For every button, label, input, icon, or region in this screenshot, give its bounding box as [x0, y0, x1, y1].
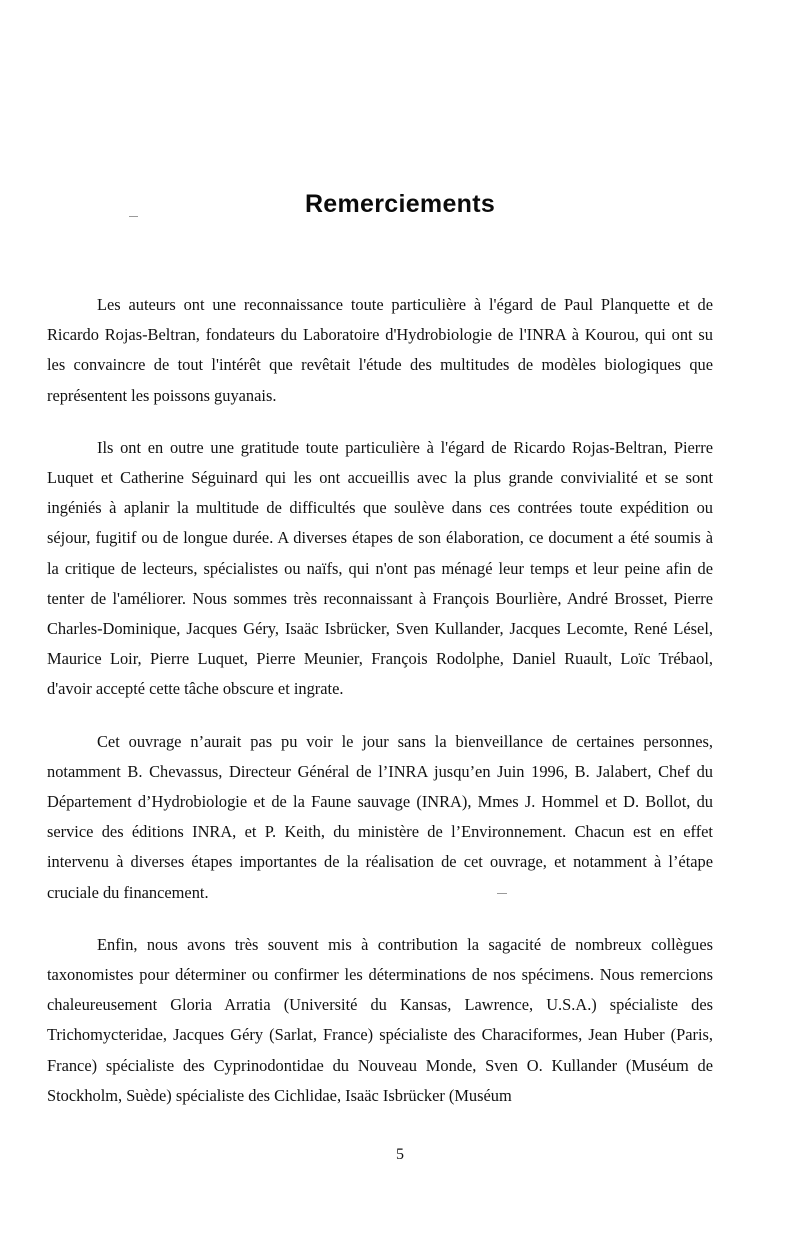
- paragraph: Cet ouvrage n’aurait pas pu voir le jour sans la bienveillance de certaines personnes, notamment B. Chevassus, Directeur Général de l’INRA jusqu’en Juin 1996, B. Jalabert, Chef du Département d’Hydrobiologie et de la Faune sauvage (INRA), Mmes J. Hommel et D. Bollot, du service des éditions INRA, et P. Keith, du ministère de l’Environnement. Chacun est en effet intervenu à diverses étapes importantes de la réalisation de cet ouvrage, et notamment à l’étape cruciale du financement.: [47, 731, 713, 902]
- paragraph: Les auteurs ont une reconnaissance toute particulière à l'égard de Paul Planquette et de Ricardo Rojas-Beltran, fondateurs du Laboratoire d'Hydrobiologie de l'INRA à Kourou, qui ont su les convaincre de tout l'intérêt que revêtait l'étude des multitudes de modèles biologiques que représentent les poissons guyanais.: [47, 295, 713, 405]
- paragraph: Enfin, nous avons très souvent mis à contribution la sagacité de nombreux collègues taxonomistes pour déterminer ou confirmer les déterminations de nos spécimens. Nous remercions chaleureusement Gloria Arratia (Université du Kansas, Lawrence, U.S.A.) spécialiste des Trichomycteridae, Jacques Géry (Sarlat, France) spécialiste des Characiformes, Jean Huber (Paris, France) spécialiste des Cyprinodontidae du Nouveau Monde, Sven O. Kullander (Muséum de Stockholm, Suède) spécialiste des Cichlidae, Isaäc Isbrücker (Muséum: [47, 934, 713, 1105]
- page-number: 5: [396, 1146, 404, 1163]
- page-title: Remerciements: [304, 189, 496, 218]
- paragraph: Ils ont en outre une gratitude toute particulière à l'égard de Ricardo Rojas-Beltran, Pierre Luquet et Catherine Séguinard qui les ont accueillis avec la plus grande convivialité et se sont ingéniés à aplanir la multitude de difficultés que soulève dans ces contrées toute expédition ou séjour, fugitif ou de longue durée. A diverses étapes de son élaboration, ce document a été soumis à la critique de lecteurs, spécialistes ou naïfs, qui n'ont pas ménagé leur temps et leur peine afin de tenter de l'améliorer. Nous sommes très reconnaissant à François Bourlière, André Brosset, Pierre Charles-Dominique, Jacques Géry, Isaäc Isbrücker, Sven Kullander, Jacques Lecomte, René Lésel, Maurice Loir, Pierre Luquet, Pierre Meunier, François Rodolphe, Daniel Ruault, Loïc Trébaol, d'avoir accepté cette tâche obscure et ingrate.: [47, 437, 713, 699]
- body-text: [47, 290, 713, 1111]
